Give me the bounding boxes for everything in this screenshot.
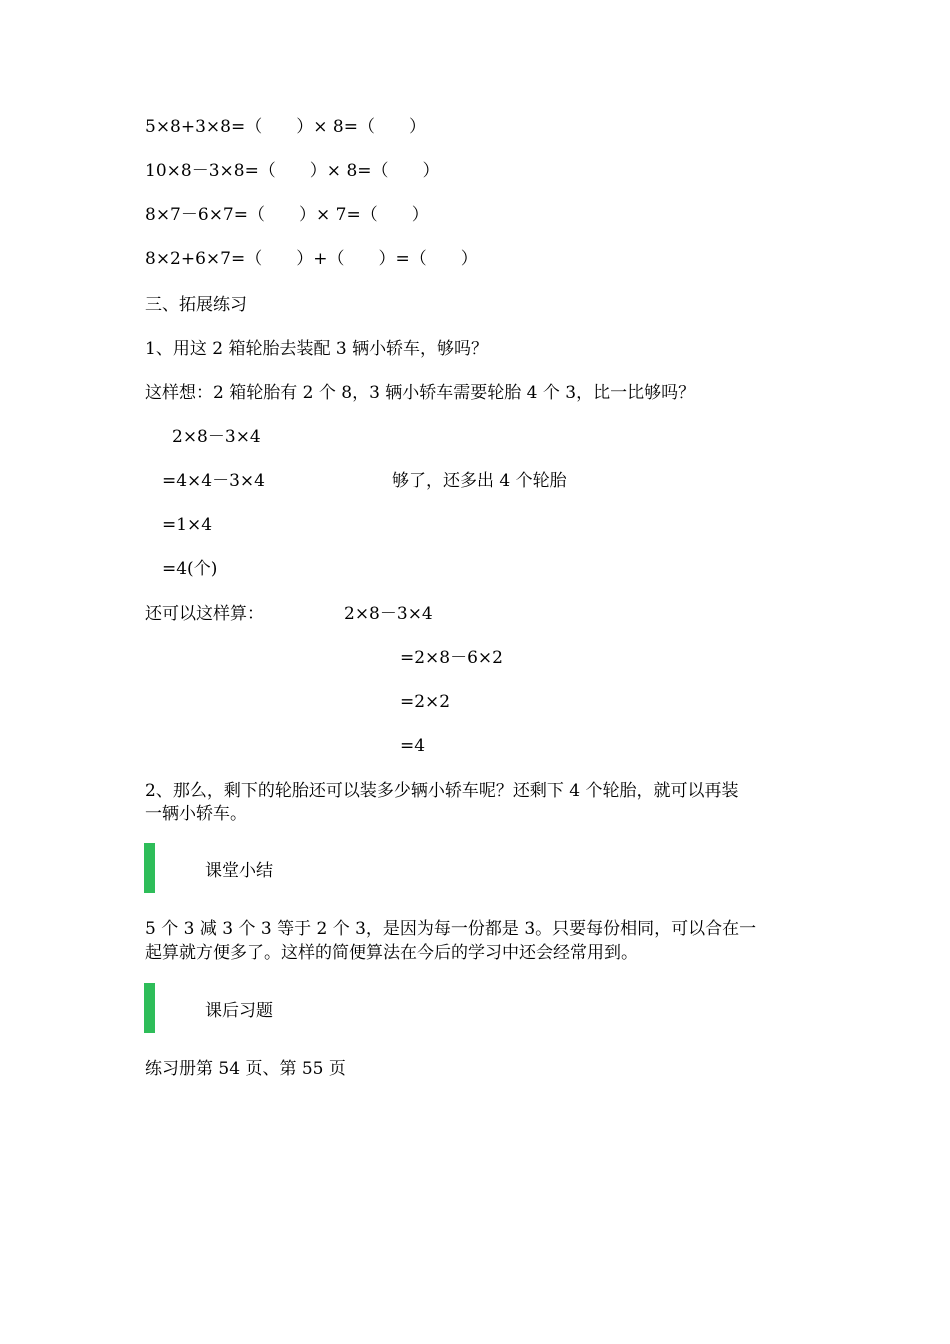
fill-in-line-2: 10×8－3×8=（ ）× 8=（ ） — [145, 161, 440, 181]
alt-calc-label: 还可以这样算： — [145, 604, 264, 624]
summary-accent-bar — [144, 843, 155, 893]
homework-text: 练习册第 54 页、第 55 页 — [145, 1059, 346, 1079]
calc1-step-2: =4×4－3×4 — [162, 471, 265, 491]
fill-in-line-4: 8×2+6×7=（ ）+（ ）=（ ） — [145, 249, 478, 269]
summary-line-1: 5 个 3 减 3 个 3 等于 2 个 3，是因为每一份都是 3。只要每份相同，可以合在一 — [145, 919, 757, 939]
fill-in-line-1: 5×8+3×8=（ ）× 8=（ ） — [145, 117, 426, 137]
summary-heading: 课堂小结 — [205, 861, 273, 881]
question-1: 1、用这 2 箱轮胎去装配 3 辆小轿车，够吗？ — [145, 339, 489, 359]
question-2-line-2: 一辆小轿车。 — [145, 804, 247, 824]
calc1-step-4: =4(个) — [162, 559, 218, 579]
calc2-step-3: =2×2 — [400, 692, 451, 712]
homework-accent-bar — [144, 983, 155, 1033]
calc1-conclusion: 够了，还多出 4 个轮胎 — [392, 471, 567, 491]
fill-in-line-3: 8×7－6×7=（ ）× 7=（ ） — [145, 205, 429, 225]
homework-heading: 课后习题 — [205, 1001, 273, 1021]
calc2-step-2: =2×8－6×2 — [400, 648, 503, 668]
calc1-step-1: 2×8－3×4 — [172, 427, 261, 447]
question-2-line-1: 2、那么，剩下的轮胎还可以装多少辆小轿车呢？还剩下 4 个轮胎，就可以再装 — [145, 781, 739, 801]
section-3-title: 三、拓展练习 — [145, 295, 247, 315]
calc1-step-3: =1×4 — [162, 515, 213, 535]
question-1-hint: 这样想：2 箱轮胎有 2 个 8，3 辆小轿车需要轮胎 4 个 3，比一比够吗？ — [145, 383, 696, 403]
summary-line-2: 起算就方便多了。这样的简便算法在今后的学习中还会经常用到。 — [145, 943, 638, 963]
calc2-step-4: =4 — [400, 736, 426, 756]
calc2-step-1: 2×8－3×4 — [344, 604, 433, 624]
